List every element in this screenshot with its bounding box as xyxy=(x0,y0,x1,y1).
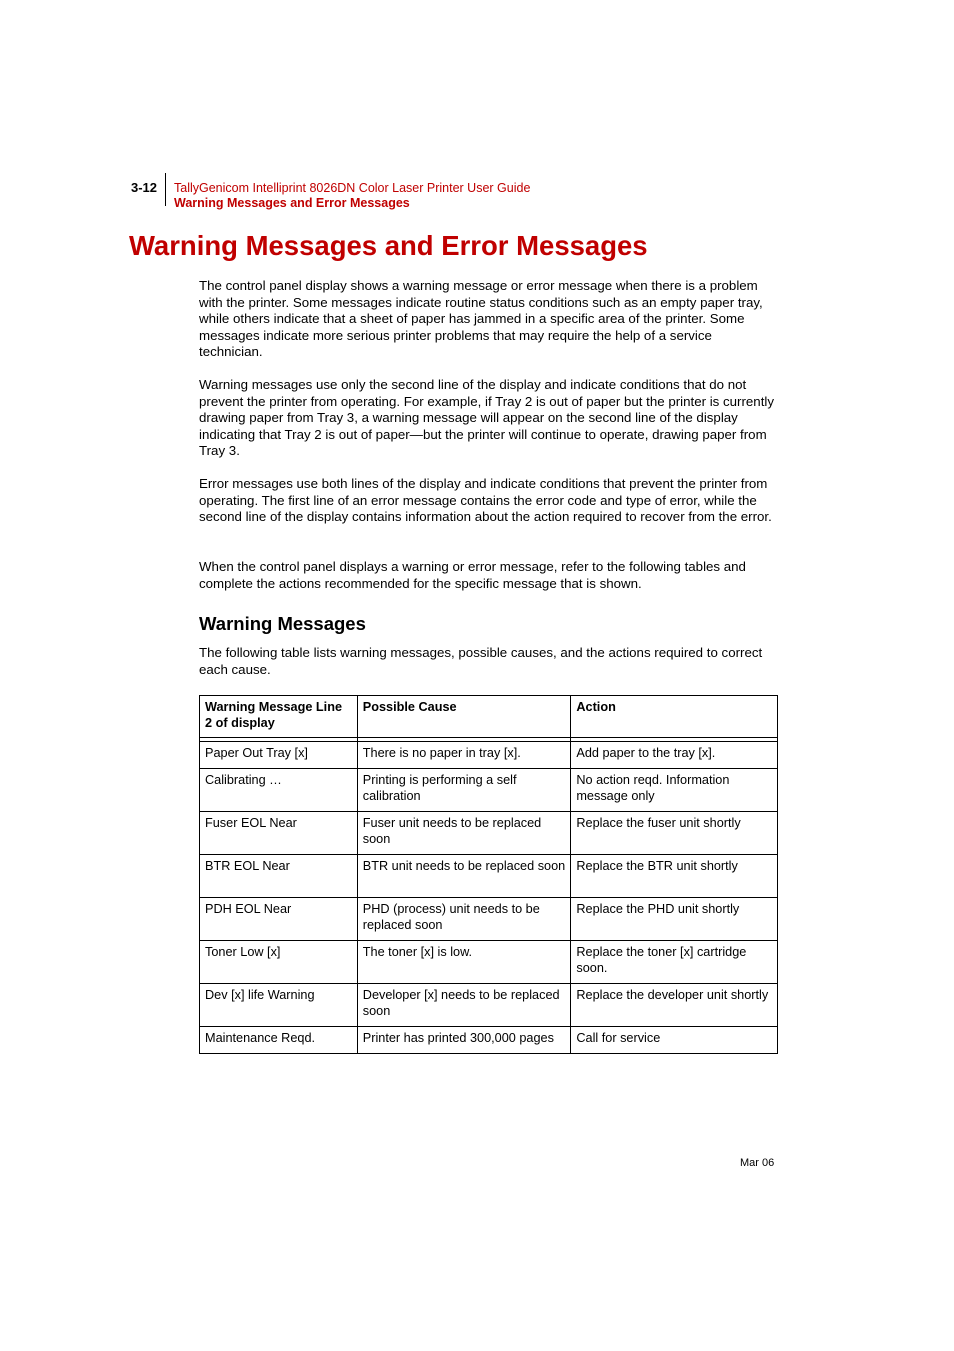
page-title: Warning Messages and Error Messages xyxy=(129,230,648,261)
table-row xyxy=(200,1027,778,1054)
cell-action: Add paper to the tray [x]. xyxy=(571,742,778,769)
header-divider xyxy=(165,173,166,206)
header-action: Action xyxy=(571,696,778,738)
cell-cause: The toner [x] is low. xyxy=(357,941,571,984)
cell-cause: PHD (process) unit needs to be replaced soon xyxy=(357,898,571,941)
cell-cause: Developer [x] needs to be replaced soon xyxy=(357,984,571,1027)
table-row xyxy=(200,769,778,812)
guide-title: TallyGenicom Intelliprint 8026DN Color Laser Printer User Guide xyxy=(174,181,531,195)
subsection-title: Warning Messages xyxy=(199,613,366,634)
cell-action: Replace the PHD unit shortly xyxy=(571,898,778,941)
footer-date: Mar 06 xyxy=(740,1157,775,1169)
table-header-row xyxy=(200,696,778,738)
cell-action: Replace the fuser unit shortly xyxy=(571,812,778,855)
cell-message: PDH EOL Near xyxy=(200,898,358,941)
cell-action: No action reqd. Information message only xyxy=(571,769,778,812)
subsection-intro: The following table lists warning messages, possible causes, and the actions required to correct each cause. xyxy=(199,645,763,677)
cell-cause: Fuser unit needs to be replaced soon xyxy=(357,812,571,855)
cell-cause: Printing is performing a self calibration xyxy=(357,769,571,812)
cell-action: Call for service xyxy=(571,1027,778,1054)
table-row xyxy=(200,742,778,769)
table-row xyxy=(200,984,778,1027)
paragraph-error-messages: Error messages use both lines of the display and indicate conditions that prevent the printer from operating. The first line of an error message contains the error code and type of error, while the second line of the display contains information about the action required to recover from the error. xyxy=(199,476,772,525)
header-warning-message: Warning Message Line 2 of display xyxy=(200,696,358,738)
paragraph-intro: The control panel display shows a warning message or error message when there is a problem with the printer. Some messages indicate routine status conditions such as an empty paper tray, while others indicate that a sheet of paper has jammed in a specific area of the printer. Some messages indicate more serious printer problems that may require the help of a service technician. xyxy=(199,278,763,360)
cell-message: Calibrating … xyxy=(200,769,358,812)
cell-message: Toner Low [x] xyxy=(200,941,358,984)
cell-action: Replace the toner [x] cartridge soon. xyxy=(571,941,778,984)
table-row xyxy=(200,898,778,941)
cell-message: Paper Out Tray [x] xyxy=(200,742,358,769)
cell-message: Maintenance Reqd. xyxy=(200,1027,358,1054)
paragraph-warning-messages: Warning messages use only the second line of the display and indicate conditions that do not prevent the printer from operating. For example, if Tray 2 is out of paper but the printer is currently drawing paper from Tray 3, a warning message will appear on the second line of the display indicating that Tray 2 is out of paper—but the printer will continue to operate, drawing paper from Tray 3. xyxy=(199,377,774,459)
header-possible-cause: Possible Cause xyxy=(357,696,571,738)
cell-message: BTR EOL Near xyxy=(200,855,358,898)
warning-messages-table xyxy=(199,695,778,1054)
cell-message: Dev [x] life Warning xyxy=(200,984,358,1027)
cell-cause: Printer has printed 300,000 pages xyxy=(357,1027,571,1054)
cell-message: Fuser EOL Near xyxy=(200,812,358,855)
running-header xyxy=(174,181,530,211)
table-row xyxy=(200,941,778,984)
table-row xyxy=(200,812,778,855)
cell-action: Replace the BTR unit shortly xyxy=(571,855,778,898)
page-number: 3-12 xyxy=(131,180,158,195)
table-row xyxy=(200,855,778,898)
paragraph-refer-tables: When the control panel displays a warning or error message, refer to the following tables and complete the actions recommended for the specific message that is shown. xyxy=(199,559,746,591)
cell-action: Replace the developer unit shortly xyxy=(571,984,778,1027)
cell-cause: BTR unit needs to be replaced soon xyxy=(357,855,571,898)
cell-cause: There is no paper in tray [x]. xyxy=(357,742,571,769)
section-title: Warning Messages and Error Messages xyxy=(174,196,410,210)
